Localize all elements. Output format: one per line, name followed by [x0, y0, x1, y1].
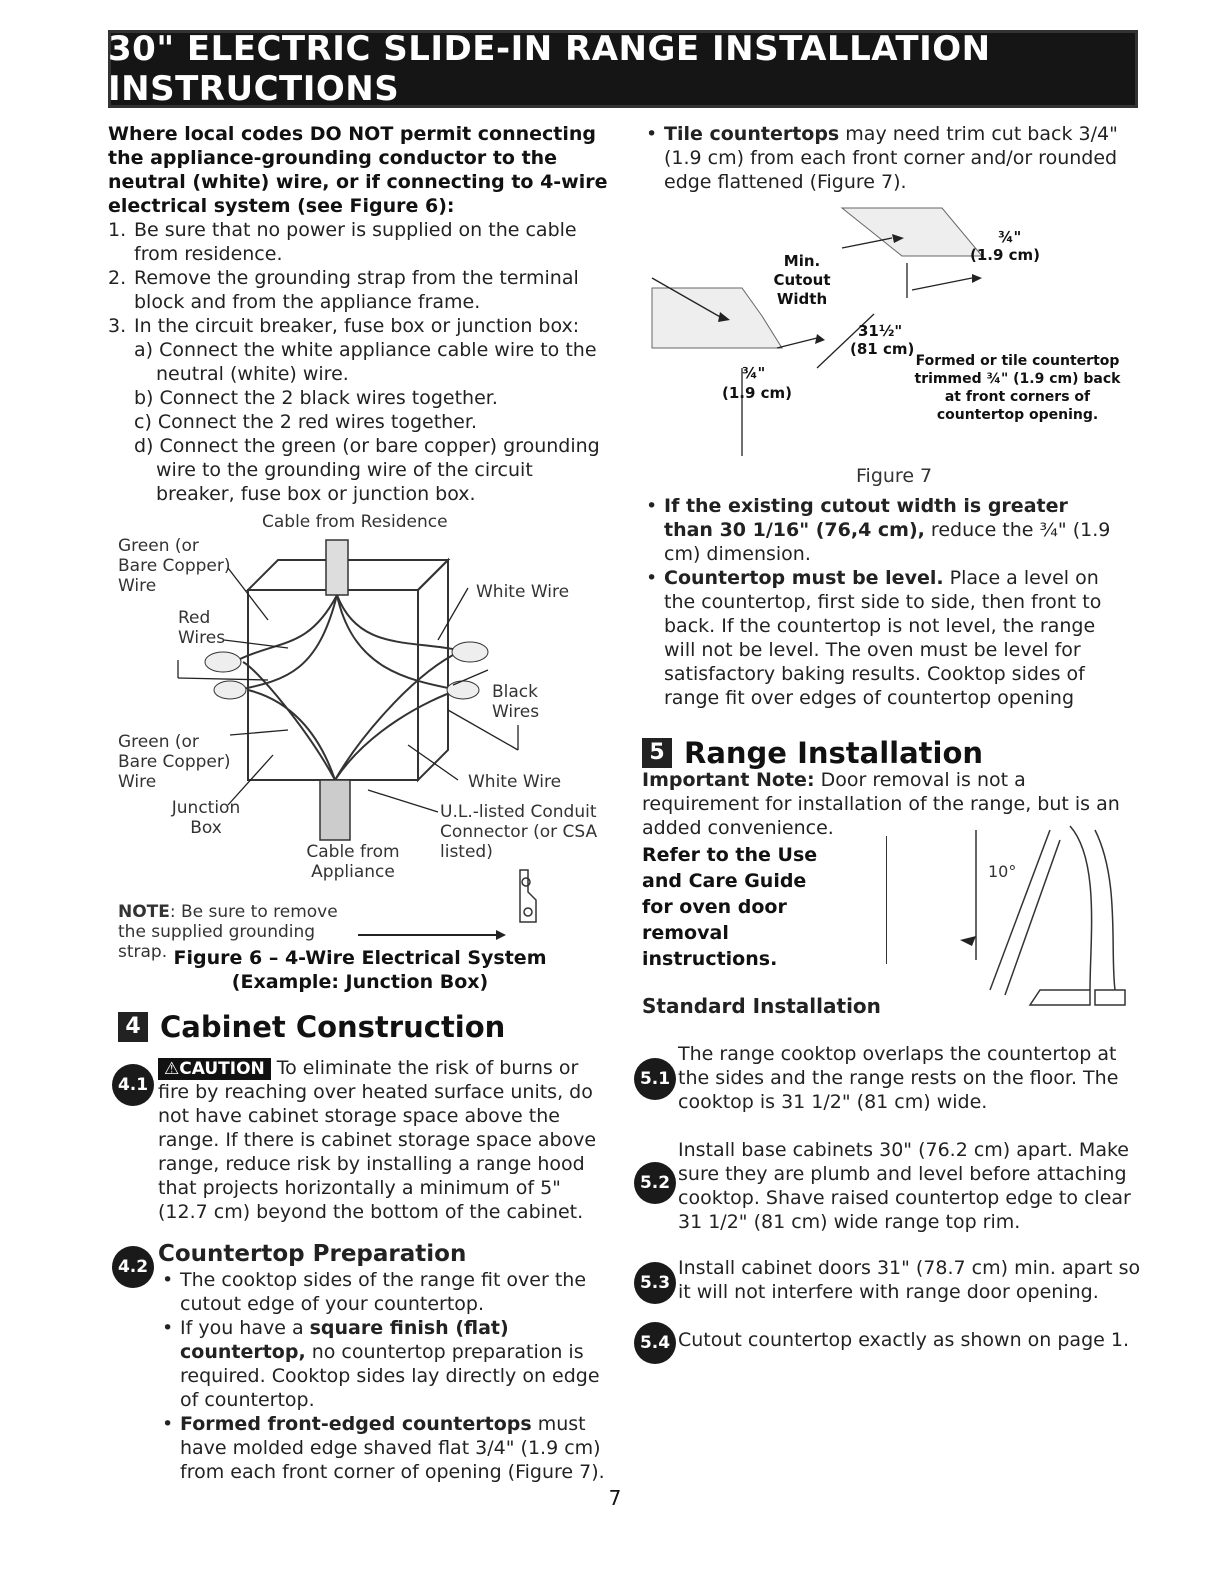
substep-b: b) Connect the 2 black wires together. [134, 387, 498, 409]
divider [886, 836, 887, 964]
list-item: • Formed front-edged countertops must have molded edge shaved flat 3/4" (1.9 cm) from each front corner of opening (Figure 7). [158, 1412, 608, 1484]
label-black-wires: Black Wires [492, 682, 540, 722]
label-conduit: U.L.-listed Conduit Connector (or CSA listed) [440, 802, 598, 862]
section-5-4-text: Cutout countertop exactly as shown on page 1. [678, 1329, 1129, 1351]
figure-6-caption: Figure 6 – 4-Wire Electrical System (Example: Junction Box) [173, 947, 547, 993]
substep-c: c) Connect the 2 red wires together. [134, 411, 477, 433]
list-item: • The cooktop sides of the range fit over the cutout edge of your countertop. [158, 1268, 608, 1316]
section-5-heading: 5 Range Installation [642, 736, 983, 770]
label-three-quarter-bottom: ¾" [742, 364, 766, 382]
label-width-cm: (81 cm) [850, 340, 915, 358]
section-4-2-title: Countertop Preparation [158, 1241, 467, 1267]
figure-7-caption: Figure 7 [856, 465, 933, 487]
badge-5-3: 5.3 [634, 1262, 676, 1304]
page-number: 7 [608, 1486, 622, 1510]
important-note: Important Note: Door removal is not a requirement for installation of the range, but is an added convenience. [642, 769, 1120, 839]
right-bullets [642, 494, 1122, 710]
substep-d: d) Connect the green (or bare copper) grounding wire to the grounding wire of the circuit breaker, fuse box or junction box. [134, 435, 600, 505]
section-number-box: 4 [118, 1012, 148, 1042]
label-width-in: 31½" [858, 322, 903, 340]
label-junction-box: Junction Box [171, 798, 241, 838]
intro-heading: Where local codes DO NOT permit connecting the appliance-grounding conductor to the neutral (white) wire, or if connecting to 4-wire electrical system (see Figure 6): [108, 123, 608, 217]
label-cable-from-residence: Cable from Residence [262, 512, 448, 532]
steps-list [108, 218, 608, 338]
label-white-wire-bottom: White Wire [468, 772, 562, 792]
label-wires: Wires [178, 628, 226, 648]
list-item: • If you have a square finish (flat) countertop, no countertop preparation is required. Cooktop sides lay directly on edge of countertop. [158, 1316, 608, 1412]
section-4-heading: 4 Cabinet Construction [118, 1010, 505, 1044]
caution-label: ⚠CAUTION [158, 1058, 271, 1080]
list-item: 1. Be sure that no power is supplied on the cable from residence. [108, 219, 577, 265]
section-4-1-text: ⚠CAUTION To eliminate the risk of burns or fire by reaching over heated surface units, do not have cabinet storage space above the range. If there is cabinet storage space above range, reduce risk by installing a range hood that projects horizontally a minimum of 5" (12.7 cm) beyond the bottom of the cabinet. [158, 1057, 597, 1223]
label-min-cutout-width: Min. Cutout Width [773, 252, 831, 308]
refer-use-care-guide: Refer to the Use and Care Guide for oven door removal instructions. [642, 844, 818, 970]
label-cm-bottom: (1.9 cm) [722, 384, 793, 402]
label-angle: 10° [988, 862, 1017, 881]
label-white-wire-top: White Wire [476, 582, 570, 602]
left-intro [108, 122, 608, 506]
figure-6-note: NOTE: Be sure to remove the supplied grounding strap. [118, 902, 338, 962]
section-5-1-text: The range cooktop overlaps the countertop at the sides and the range rests on the floor. The cooktop is 31 1/2" (81 cm) wide. [678, 1043, 1119, 1113]
page-title: 30" ELECTRIC SLIDE-IN RANGE INSTALLATION INSTRUCTIONS [108, 30, 1138, 108]
standard-installation-heading: Standard Installation [642, 994, 881, 1018]
tile-countertops-bullet: • Tile countertops may need trim cut back 3/4"(1.9 cm) from each front corner and/or rounded edge flattened (Figure 7). [642, 122, 1122, 194]
badge-5-4: 5.4 [634, 1322, 676, 1364]
label-green-wire-bottom: Green (or Bare Copper) Wire [118, 732, 231, 792]
label-red: Red [178, 608, 211, 628]
badge-4-2: 4.2 [112, 1246, 154, 1288]
list-item: • Countertop must be level. Place a level on the countertop, first side to side, then front to back. If the countertop is not level, the range will not be level. The oven must be level for satisfactory baking results. Cooktop sides of range fit over edges of countertop opening [642, 566, 1122, 710]
label-green-wire-top: Green (or Bare Copper) Wire [118, 536, 231, 596]
substep-a: a) Connect the white appliance cable wire to the neutral (white) wire. [134, 339, 597, 385]
oven-door-removal-illustration [950, 820, 1130, 1020]
section-number-box: 5 [642, 738, 672, 768]
list-item: 3. In the circuit breaker, fuse box or junction box: [108, 315, 580, 337]
label-cm-top: (1.9 cm) [970, 246, 1041, 264]
badge-5-2: 5.2 [634, 1162, 676, 1204]
section-5-3-text: Install cabinet doors 31" (78.7 cm) min. apart so it will not interfere with range door opening. [678, 1257, 1141, 1303]
badge-5-1: 5.1 [634, 1058, 676, 1100]
label-three-quarter-top: ¾" [998, 228, 1022, 246]
list-item: • If the existing cutout width is greater than 30 1/16" (76,4 cm), reduce the ¾" (1.9 cm) dimension. [642, 494, 1122, 566]
label-cable-from-appliance: Cable from Appliance [306, 842, 400, 882]
section-4-2 [158, 1240, 608, 1484]
badge-4-1: 4.1 [112, 1064, 154, 1106]
section-5-2-text: Install base cabinets 30" (76.2 cm) apart. Make sure they are plumb and level before attaching cooktop. Shave raised countertop edge to clear 31 1/2" (81 cm) wide range top rim. [678, 1139, 1131, 1233]
list-item: 2. Remove the grounding strap from the terminal block and from the appliance frame. [108, 267, 579, 313]
label-formed-note: Formed or tile countertop trimmed ¾" (1.9 cm) back at front corners of countertop opening. [914, 353, 1121, 423]
